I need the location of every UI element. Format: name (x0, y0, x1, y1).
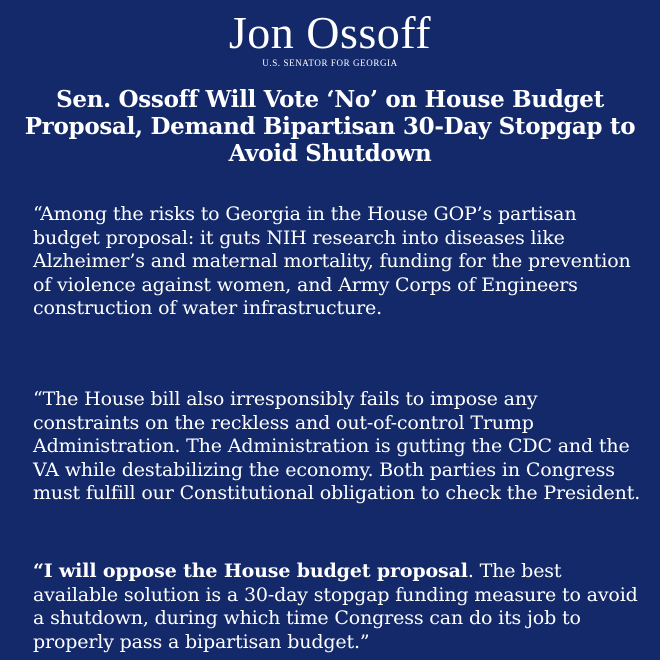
quote-paragraph-3-rest: . The best available solution is a 30-day stopgap funding measure to avoid a shutdown, during which time Congress can do its job to properly pass a bipartisan budget.” (33, 560, 638, 653)
logo-subtitle: U.S. SENATOR FOR GEORGIA (262, 58, 398, 68)
quote-paragraph-2: “The House bill also irresponsibly fails to impose any constraints on the reckless and out-of-control Trump Administration. The Administration is gutting the CDC and the VA while destabilizing the economy. Both parties in Congress must fulfill our Constitutional obligation to check the President. (33, 388, 641, 504)
quote-paragraph-3 (33, 560, 643, 654)
quote-emphasis: “I will oppose the House budget proposal (33, 560, 468, 582)
headline: Sen. Ossoff Will Vote ‘No’ on House Budget Proposal, Demand Bipartisan 30-Day Stopgap to Avoid Shutdown (24, 86, 636, 167)
quote-paragraph-1: “Among the risks to Georgia in the House GOP’s partisan budget proposal: it guts NIH research into diseases like Alzheimer’s and maternal mortality, funding for the prevention of violence against women, and Army Corps of Engineers construction of water infrastructure. (33, 203, 631, 319)
logo-wordmark: Jon Ossoff (228, 7, 432, 58)
